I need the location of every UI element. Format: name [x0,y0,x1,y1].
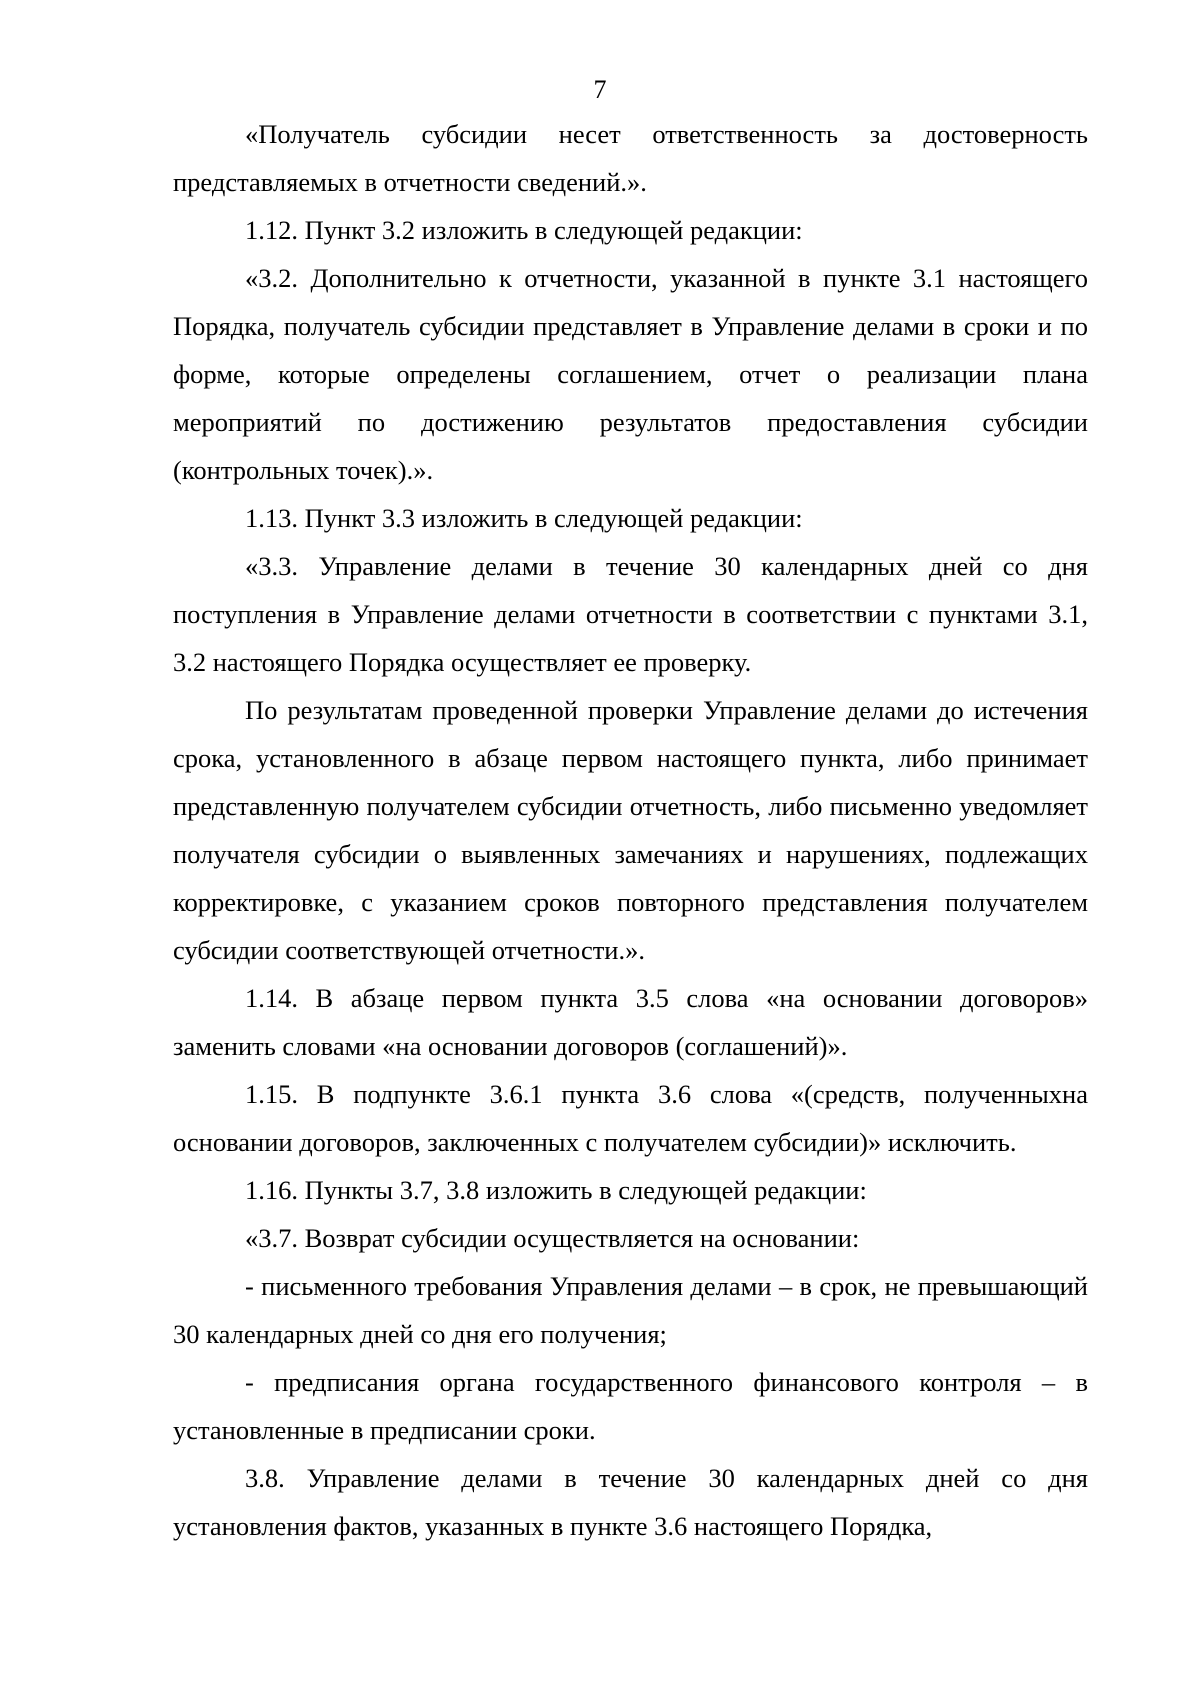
paragraph-3-8: 3.8. Управление делами в течение 30 календарных дней со дня установления фактов, указанных в пункте 3.6 настоящего Порядка, [173,1463,1088,1541]
paragraph-1-14: 1.14. В абзаце первом пункта 3.5 слова «на основании договоров» заменить словами «на основании договоров (соглашений)». [173,983,1088,1061]
paragraph-recipient-responsibility: «Получатель субсидии несет ответственность за достоверность представляемых в отчетности сведений.». [173,119,1088,197]
document-body [173,110,1088,1550]
paragraph-check-results: По результатам проведенной проверки Управление делами до истечения срока, установленного в абзаце первом настоящего пункта, либо принимает представленную получателем субсидии отчетность, либо письменно уведомляет получателя субсидии о выявленных замечаниях и нарушениях, подлежащих корректировке, с указанием сроков повторного представления получателем субсидии соответствующей отчетности.». [173,695,1088,965]
paragraph-3-7: «3.7. Возврат субсидии осуществляется на основании: [245,1223,860,1253]
paragraph-1-16: 1.16. Пункты 3.7, 3.8 изложить в следующей редакции: [245,1175,867,1205]
list-item-written-demand: - письменного требования Управления делами – в срок, не превышающий 30 календарных дней со дня его получения; [173,1271,1088,1349]
list-item-control-order: - предписания органа государственного финансового контроля – в установленные в предписании сроки. [173,1367,1088,1445]
paragraph-3-2: «3.2. Дополнительно к отчетности, указанной в пункте 3.1 настоящего Порядка, получатель субсидии представляет в Управление делами в сроки и по форме, которые определены соглашением, отчет о реализации плана мероприятий по достижению результатов предоставления субсидии (контрольных точек).». [173,263,1088,485]
paragraph-1-13: 1.13. Пункт 3.3 изложить в следующей редакции: [245,503,803,533]
paragraph-3-3: «3.3. Управление делами в течение 30 календарных дней со дня поступления в Управление делами отчетности в соответствии с пунктами 3.1, 3.2 настоящего Порядка осуществляет ее проверку. [173,551,1088,677]
paragraph-1-12: 1.12. Пункт 3.2 изложить в следующей редакции: [245,215,803,245]
paragraph-1-15: 1.15. В подпункте 3.6.1 пункта 3.6 слова «(средств, полученныхна основании договоров, заключенных с получателем субсидии)» исключить. [173,1079,1088,1157]
page-number: 7 [593,75,607,104]
